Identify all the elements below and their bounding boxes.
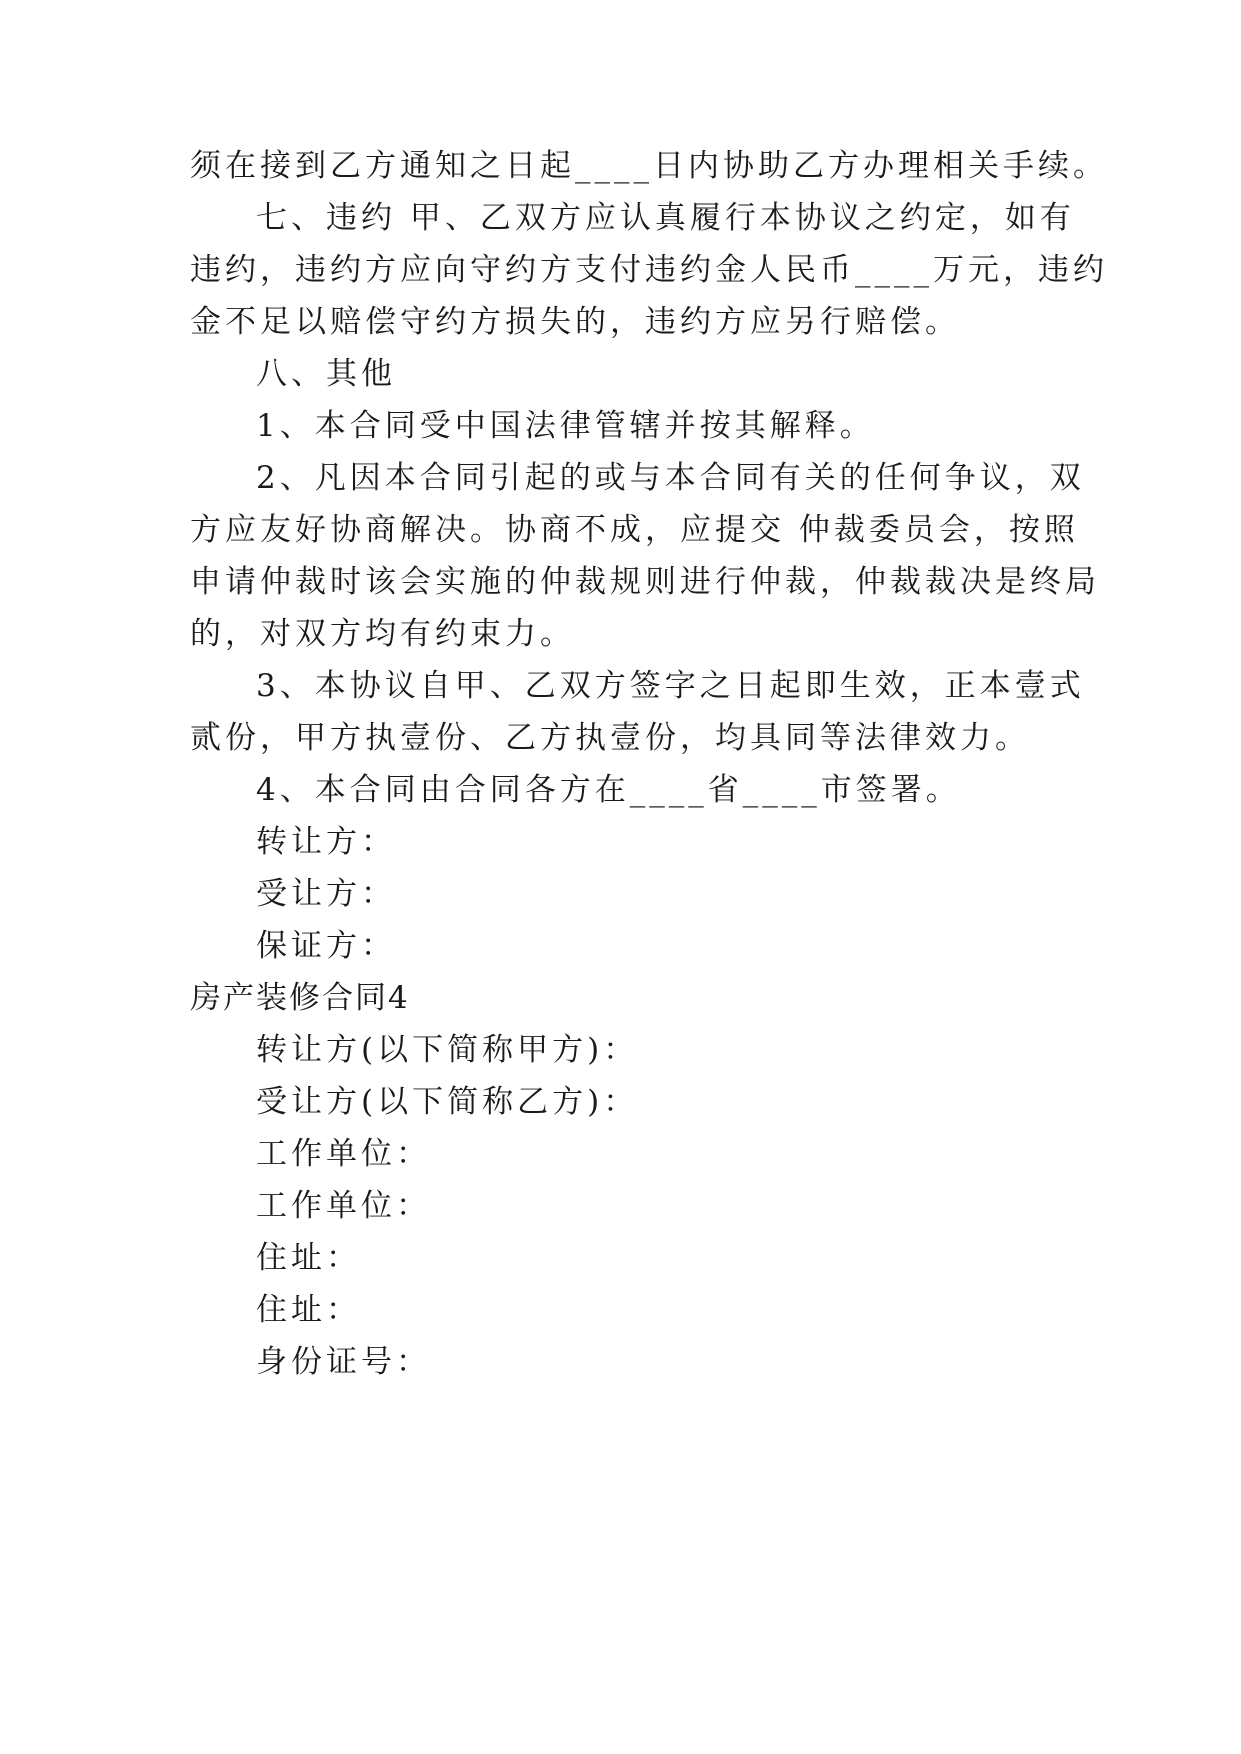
party-b-field: 受让方(以下简称乙方)： [256,1084,639,1120]
paragraph-line: 贰份，甲方执壹份、乙方执壹份，均具同等法律效力。 [190,720,1030,756]
workplace-field: 工作单位： [256,1188,431,1224]
id-number-field: 身份证号： [256,1344,431,1380]
clause-4: 4、本合同由合同各方在____省____市签署。 [256,772,961,808]
signature-guarantor: 保证方： [256,928,396,964]
paragraph-line: 违约，违约方应向守约方支付违约金人民币____万元，违约 [190,252,1108,288]
document-title: 房产装修合同4 [190,980,410,1016]
clause-2: 2、凡因本合同引起的或与本合同有关的任何争议，双 [256,460,1085,496]
paragraph-line: 申请仲裁时该会实施的仲裁规则进行仲裁，仲裁裁决是终局 [190,564,1100,600]
workplace-field: 工作单位： [256,1136,431,1172]
address-field: 住址： [256,1292,361,1328]
paragraph-line: 金不足以赔偿守约方损失的，违约方应另行赔偿。 [190,304,960,340]
clause-3: 3、本协议自甲、乙双方签字之日起即生效，正本壹式 [256,668,1085,704]
signature-transferee: 受让方： [256,876,396,912]
section-heading-breach: 七、违约 甲、乙双方应认真履行本协议之约定，如有 [256,200,1075,236]
paragraph-line: 方应友好协商解决。协商不成，应提交 仲裁委员会，按照 [190,512,1079,548]
party-a-field: 转让方(以下简称甲方)： [256,1032,639,1068]
signature-transferor: 转让方： [256,824,396,860]
clause-1: 1、本合同受中国法律管辖并按其解释。 [256,408,875,444]
paragraph-line: 的，对双方均有约束力。 [190,616,575,652]
address-field: 住址： [256,1240,361,1276]
paragraph-line: 须在接到乙方通知之日起____日内协助乙方办理相关手续。 [190,148,1108,184]
section-heading-other: 八、其他 [256,356,396,392]
